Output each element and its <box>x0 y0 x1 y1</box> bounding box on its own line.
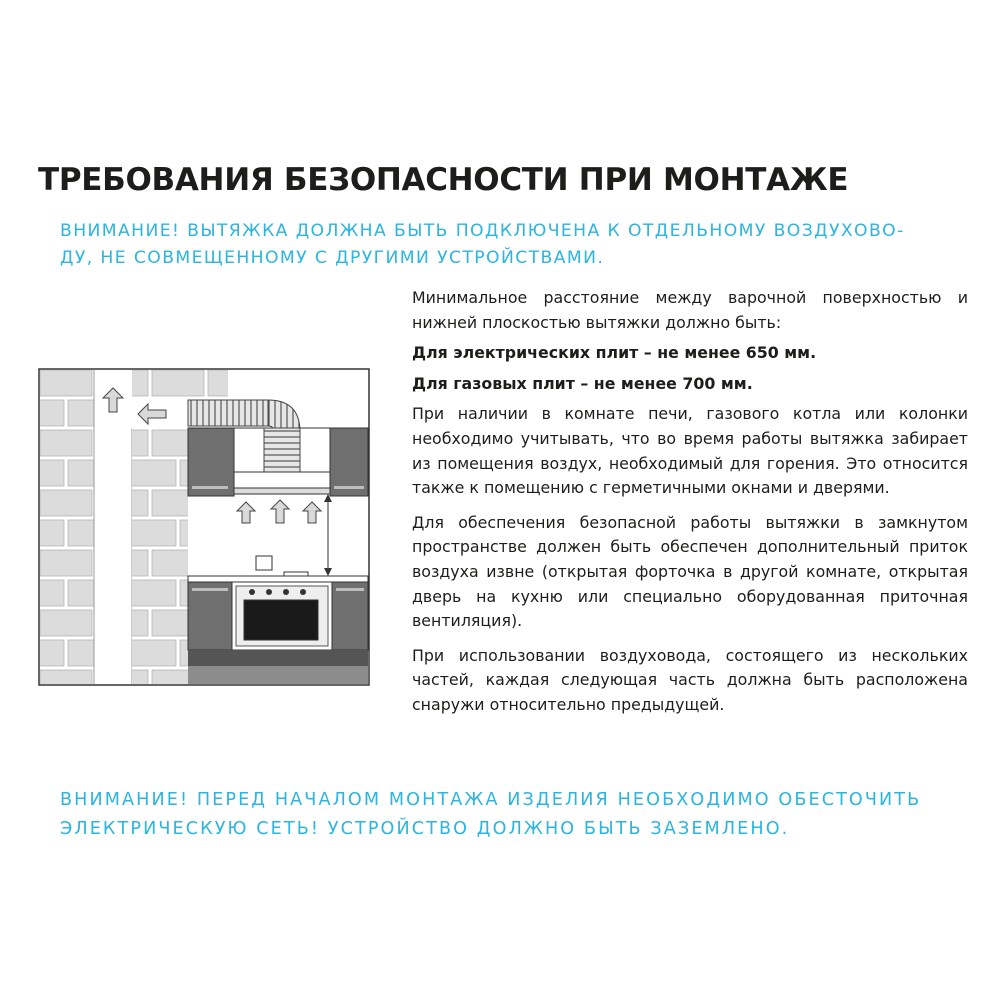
warning-power-line1: ВНИМАНИЕ! ПЕРЕД НАЧАЛОМ МОНТАЖА ИЗДЕЛИЯ НЕОБХОДИМО ОБЕСТОЧИТЬ <box>60 790 922 810</box>
upper-cabinet-right <box>330 428 368 496</box>
hood <box>234 472 330 488</box>
paragraph-stove: При наличии в комнате печи, газового котла или колонки необходимо учитывать, что во время работы вытяжка забирает из помещения воздух, необходимый для горения. Это относится также к помещению с герметичными окнами и дверями. <box>412 404 968 498</box>
oven-window <box>244 600 318 640</box>
paragraph-duct-parts: При использовании воздуховода, состоящего из нескольких частей, каждая следующая часть должна быть расположена снаружи относительно предыдущей. <box>412 645 968 714</box>
warning-duct-line1: ВНИМАНИЕ! ВЫТЯЖКА ДОЛЖНА БЫТЬ ПОДКЛЮЧЕНА К ОТДЕЛЬНОМУ ВОЗДУХОВО- <box>60 221 905 241</box>
flex-duct <box>188 400 268 426</box>
upper-cabinet-left <box>188 428 234 496</box>
paragraph-closed-space: Для обеспечения безопасной работы вытяжки в замкнутом пространстве должен быть обеспечен дополнительный приток воздуха извне (открытая форточка в другой комнате, открытая дверь на кухню или специально оборудованная приточная вентиляция). <box>412 512 968 631</box>
paragraph-gas: Для газовых плит – не менее 700 мм. <box>412 373 753 393</box>
warning-power <box>60 786 960 844</box>
paragraph-min-distance: Минимальное расстояние между варочной поверхностью и нижней плоскостью вытяжки должно быть: <box>412 288 968 332</box>
lower-cabinet-left <box>188 582 232 650</box>
brick-wall-middle <box>132 428 188 684</box>
page-title: ТРЕБОВАНИЯ БЕЗОПАСНОСТИ ПРИ МОНТАЖЕ <box>38 162 849 198</box>
warning-power-line2: ЭЛЕКТРИЧЕСКУЮ СЕТЬ! УСТРОЙСТВО ДОЛЖНО БЫТЬ ЗАЗЕМЛЕНО. <box>60 819 790 839</box>
warning-duct-line2: ДУ, НЕ СОВМЕЩЕННОМУ С ДРУГИМИ УСТРОЙСТВАМИ. <box>60 248 605 268</box>
kitchen-hood-illustration <box>38 368 370 686</box>
instructions-text <box>412 286 968 728</box>
oven-knob-icon <box>249 589 255 595</box>
paragraph-electric: Для электрических плит – не менее 650 мм. <box>412 343 817 363</box>
warning-duct <box>60 218 960 272</box>
brick-wall-left <box>40 370 94 684</box>
lower-cabinet-right <box>332 582 368 650</box>
